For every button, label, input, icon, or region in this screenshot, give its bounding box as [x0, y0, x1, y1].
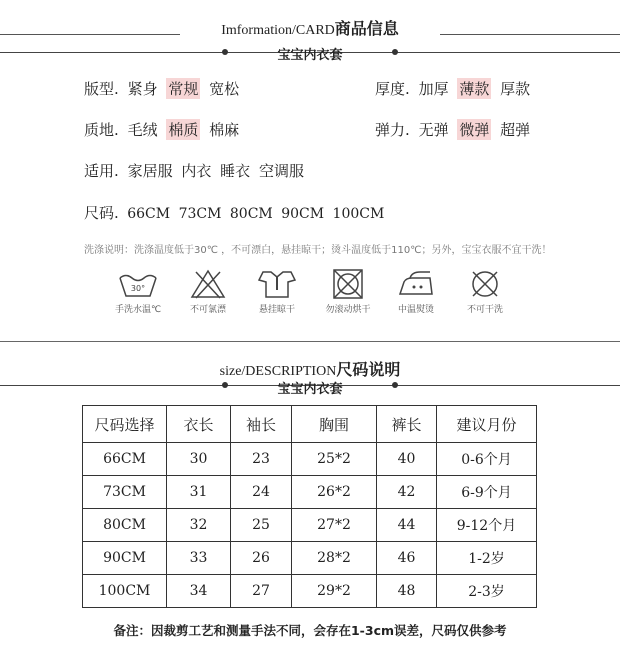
table-row [83, 509, 537, 542]
table-cell: 33 [167, 542, 231, 575]
table-cell: 26 [231, 542, 292, 575]
attr-usage-opt-3: 空调服 [258, 162, 304, 180]
attr-thickness-opt-2: 厚款 [500, 80, 531, 98]
care-no-bleach [173, 268, 243, 315]
wash-note: 洗涤说明：洗涤温度低于30℃ ，不可漂白，悬挂晾干；烫斗温度低于110℃；另外，宝宝衣服不宜干洗！ [84, 245, 552, 256]
attr-usage-opt-0: 家居服 [127, 162, 173, 180]
no-tumble-dry-icon [326, 268, 370, 300]
table-cell: 6-9个月 [437, 476, 537, 509]
table-cell: 34 [167, 575, 231, 608]
care-hang-dry-label: 悬挂晾干 [258, 305, 295, 315]
table-row [83, 575, 537, 608]
table-cell: 27*2 [292, 509, 377, 542]
table-cell: 2-3岁 [437, 575, 537, 608]
table-cell: 29*2 [292, 575, 377, 608]
care-no-tumble-dry [313, 268, 383, 315]
attr-usage-opt-2: 睡衣 [220, 162, 251, 180]
attr-usage-opt-1: 内衣 [181, 162, 212, 180]
attr-sizes [84, 202, 388, 223]
table-cell: 30 [167, 443, 231, 476]
attr-elasticity-opt-2: 超弹 [500, 121, 531, 139]
care-no-dry-clean [450, 268, 520, 315]
attr-material-opt-2: 棉麻 [209, 121, 240, 139]
table-header-cell: 建议月份 [437, 406, 537, 443]
table-cell: 44 [377, 509, 437, 542]
footnote: 备注：因裁剪工艺和测量手法不同，会存在1-3cm误差，尺码仅供参考 [113, 623, 507, 638]
attr-usage [84, 160, 308, 181]
attr-sizes-opt-0: 66CM [127, 206, 171, 222]
table-cell: 66CM [83, 443, 167, 476]
attr-material-opt-1-selected: 棉质 [168, 121, 199, 139]
table-cell: 40 [377, 443, 437, 476]
table-cell: 25 [231, 509, 292, 542]
table-header-cell: 袖长 [231, 406, 292, 443]
attr-material [84, 119, 243, 140]
size-table [82, 405, 537, 608]
section1-title [0, 16, 620, 39]
table-cell: 90CM [83, 542, 167, 575]
table-header-cell: 尺码选择 [83, 406, 167, 443]
table-row [83, 476, 537, 509]
table-cell: 27 [231, 575, 292, 608]
section2-subtitle: 宝宝内衣套 [277, 382, 343, 397]
attr-fit [84, 78, 243, 99]
attr-thickness-opt-0: 加厚 [418, 80, 449, 98]
table-row [83, 542, 537, 575]
section2-title [0, 357, 620, 380]
table-cell: 9-12个月 [437, 509, 537, 542]
attr-material-opt-0: 毛绒 [127, 121, 158, 139]
care-medium-iron-label: 中温熨烫 [397, 305, 434, 315]
table-cell: 73CM [83, 476, 167, 509]
care-medium-iron [381, 268, 451, 315]
attr-elasticity [375, 119, 534, 140]
section1-subtitle: 宝宝内衣套 [277, 48, 343, 63]
care-hand-wash [103, 268, 173, 315]
attr-thickness-opt-1-selected: 薄款 [459, 80, 490, 98]
attr-thickness-label: 厚度. [375, 80, 410, 98]
section1-title-cn: 商品信息 [334, 19, 399, 38]
table-header-row [83, 406, 537, 443]
care-no-tumble-dry-label: 勿滚动烘干 [325, 305, 371, 315]
table-cell: 25*2 [292, 443, 377, 476]
table-cell: 23 [231, 443, 292, 476]
no-bleach-icon [186, 268, 230, 300]
attr-fit-opt-1-selected: 常规 [168, 80, 199, 98]
care-hand-wash-label: 手洗水温℃ [114, 305, 162, 315]
table-cell: 100CM [83, 575, 167, 608]
attr-fit-opt-0: 紧身 [127, 80, 158, 98]
table-cell: 24 [231, 476, 292, 509]
care-hang-dry [242, 268, 312, 315]
care-no-dry-clean-label: 不可干洗 [466, 305, 503, 315]
attr-material-label: 质地. [84, 121, 119, 139]
table-cell: 0-6个月 [437, 443, 537, 476]
attr-elasticity-opt-0: 无弹 [418, 121, 449, 139]
table-row [83, 443, 537, 476]
attr-elasticity-label: 弹力. [375, 121, 410, 139]
attr-thickness [375, 78, 534, 99]
table-cell: 32 [167, 509, 231, 542]
table-cell: 31 [167, 476, 231, 509]
table-cell: 26*2 [292, 476, 377, 509]
table-header-cell: 胸围 [292, 406, 377, 443]
table-header-cell: 衣长 [167, 406, 231, 443]
attr-sizes-opt-3: 90CM [281, 206, 325, 222]
attr-sizes-label: 尺码. [84, 204, 119, 222]
table-cell: 1-2岁 [437, 542, 537, 575]
attr-sizes-opt-2: 80CM [229, 206, 273, 222]
hand-wash-icon [116, 268, 160, 300]
table-cell: 46 [377, 542, 437, 575]
table-header-cell: 裤长 [377, 406, 437, 443]
hang-dry-icon [255, 268, 299, 300]
section2-title-en: size/DESCRIPTION [219, 364, 337, 379]
attr-usage-label: 适用. [84, 162, 119, 180]
hand-wash-temp: 30° [130, 284, 146, 293]
section2-rule-top [0, 341, 620, 342]
attr-sizes-opt-1: 73CM [178, 206, 222, 222]
no-dry-clean-icon [463, 268, 507, 300]
table-cell: 42 [377, 476, 437, 509]
table-cell: 80CM [83, 509, 167, 542]
attr-sizes-opt-4: 100CM [332, 206, 385, 222]
table-cell: 28*2 [292, 542, 377, 575]
medium-iron-icon [394, 268, 438, 300]
attr-fit-opt-2: 宽松 [209, 80, 240, 98]
section1-title-en: Imformation/CARD [221, 23, 335, 38]
attr-elasticity-opt-1-selected: 微弹 [459, 121, 490, 139]
attr-fit-label: 版型. [84, 80, 119, 98]
table-cell: 48 [377, 575, 437, 608]
care-no-bleach-label: 不可氯漂 [189, 305, 226, 315]
section2-title-cn: 尺码说明 [336, 360, 401, 379]
